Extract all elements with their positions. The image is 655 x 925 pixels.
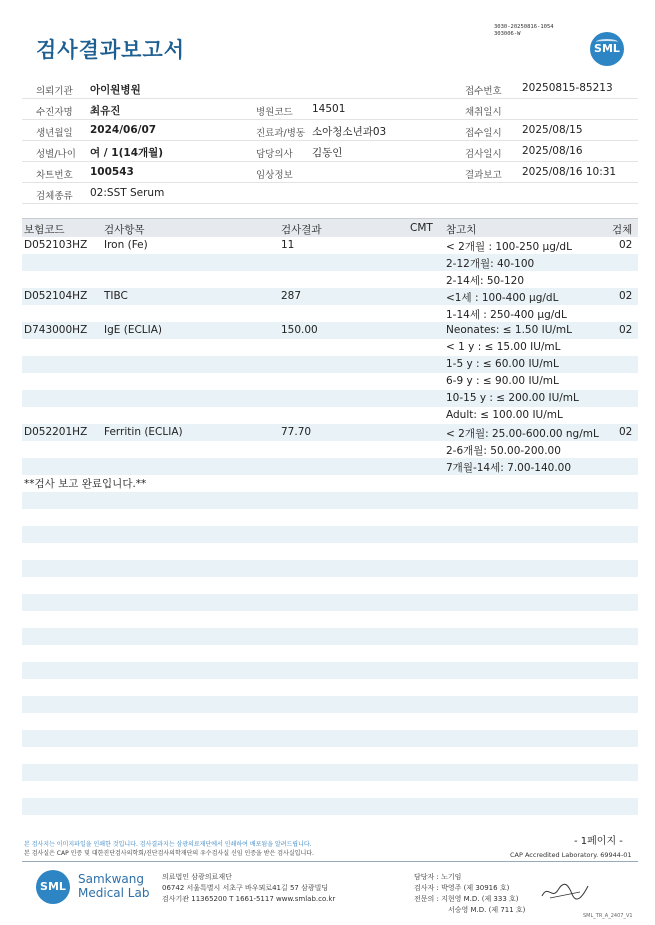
table-row — [22, 424, 638, 441]
report-title: 검사결과보고서 — [36, 38, 186, 62]
sml-logo: SML — [590, 32, 624, 66]
cell-specimen: 02 — [619, 239, 633, 251]
empty-row — [22, 492, 638, 509]
table-row — [22, 254, 638, 271]
empty-row — [22, 730, 638, 747]
empty-row — [22, 815, 638, 832]
specimen-value: 02:SST Serum — [90, 187, 165, 199]
header-result: 검사결과 — [281, 224, 322, 236]
cell-ref: 2-12개월: 40-100 — [446, 258, 535, 270]
empty-row — [22, 781, 638, 798]
signatories: 담당자 : 노기임 검사자 : 박영주 (제 30916 호) 전문의 : 지현영 M.D. (제 333 호) 서승영 M.D. (제 711 호) — [414, 873, 526, 914]
header-specimen: 검체 — [612, 224, 633, 236]
table-row — [22, 237, 638, 254]
chart-no-label: 차트번호 — [36, 170, 73, 181]
empty-row — [22, 611, 638, 628]
birth-label: 생년월일 — [36, 128, 73, 139]
empty-row — [22, 713, 638, 730]
hospital-code-label: 병원코드 — [256, 107, 293, 118]
lab-name: Samkwang Medical Lab — [78, 872, 150, 900]
empty-row — [22, 560, 638, 577]
footer-note-2: 본 검사실은 CAP 인증 및 대한진단검사의학회/진단검사의학재단의 우수검사실 신임 인증을 받은 검사실입니다. — [24, 850, 314, 857]
header-code: 보험코드 — [24, 224, 65, 236]
receipt-date-label: 접수일시 — [465, 128, 502, 139]
cell-ref: 10-15 y : ≤ 200.00 IU/mL — [446, 392, 579, 404]
dept-label: 진료과/병동 — [256, 128, 306, 139]
header-cmt: CMT — [410, 222, 433, 234]
cell-ref: Adult: ≤ 100.00 IU/mL — [446, 409, 563, 421]
name-value: 최유진 — [90, 105, 121, 117]
cell-item: TIBC — [104, 290, 128, 302]
report-complete-note: **검사 보고 완료입니다.** — [24, 478, 147, 490]
empty-row — [22, 543, 638, 560]
cell-item: IgE (ECLIA) — [104, 324, 163, 336]
empty-row — [22, 628, 638, 645]
hospital-value: 아이원병원 — [90, 84, 141, 96]
empty-row — [22, 594, 638, 611]
cell-result: 11 — [281, 239, 295, 251]
cell-result: 287 — [281, 290, 302, 302]
cell-ref: 2-14세: 50-120 — [446, 275, 525, 287]
footer-note-1: 본 검사지는 이미지파일을 인쇄한 것입니다. 검사결과지는 삼광의료재단에서 인쇄하여 배포됨을 알려드립니다. — [24, 841, 312, 848]
header-item: 검사항목 — [104, 224, 145, 236]
table-row — [22, 305, 638, 322]
hospital-label: 의뢰기관 — [36, 86, 73, 97]
table-row — [22, 458, 638, 475]
table-row — [22, 407, 638, 424]
table-row — [22, 339, 638, 356]
table-row — [22, 288, 638, 305]
footer-notes — [24, 840, 314, 858]
chart-no-value: 100543 — [90, 166, 134, 178]
specimen-label: 검체종류 — [36, 191, 73, 202]
info-row-chart — [22, 162, 638, 183]
document-code: 3030-20250816-1054 303006-W — [494, 24, 554, 37]
empty-row — [22, 509, 638, 526]
page-number: - 1페이지 - — [574, 836, 623, 847]
cell-ref: <1세 : 100-400 μg/dL — [446, 292, 559, 304]
header-ref: 참고치 — [446, 224, 477, 236]
cell-ref: 2-6개월: 50.00-200.00 — [446, 445, 561, 457]
cell-ref: 1-14세 : 250-400 μg/dL — [446, 309, 567, 321]
info-row-name — [22, 99, 638, 120]
cell-specimen: 02 — [619, 290, 633, 302]
dept-value: 소아청소년과03 — [312, 126, 387, 138]
organization-info: 의료법인 삼광의료재단 06742 서울특별시 서초구 바우뫼로41길 57 삼광빌딩 검사기관 11365200 T 1661-5117 www.smlab.co.kr — [162, 873, 336, 903]
receipt-no-value: 20250815-85213 — [522, 82, 613, 94]
cell-ref: < 1 y : ≤ 15.00 IU/mL — [446, 341, 561, 353]
name-label: 수진자명 — [36, 107, 73, 118]
form-code: SML_TR_A_2407_V1 — [583, 913, 633, 919]
cell-ref: 1-5 y : ≤ 60.00 IU/mL — [446, 358, 559, 370]
table-row — [22, 356, 638, 373]
hospital-code-value: 14501 — [312, 103, 346, 115]
clinical-label: 임상정보 — [256, 170, 293, 181]
footer-divider — [22, 861, 638, 862]
doctor-label: 담당의사 — [256, 149, 293, 160]
doctor-value: 김동인 — [312, 147, 343, 159]
table-row — [22, 322, 638, 339]
info-row-birth — [22, 120, 638, 141]
cell-result: 150.00 — [281, 324, 318, 336]
cell-ref: < 2개월 : 100-250 μg/dL — [446, 241, 572, 253]
cell-code: D052201HZ — [24, 426, 88, 438]
table-row — [22, 271, 638, 288]
cell-item: Iron (Fe) — [104, 239, 148, 251]
cell-result: 77.70 — [281, 426, 312, 438]
report-date-label: 결과보고 — [465, 170, 502, 181]
cell-ref: 6-9 y : ≤ 90.00 IU/mL — [446, 375, 559, 387]
table-row — [22, 441, 638, 458]
collect-date-label: 채취일시 — [465, 107, 502, 118]
info-row-hospital — [22, 78, 638, 99]
test-date-label: 검사일시 — [465, 149, 502, 160]
table-row — [22, 373, 638, 390]
birth-value: 2024/06/07 — [90, 124, 157, 136]
cell-specimen: 02 — [619, 324, 633, 336]
sml-logo-footer: SML — [36, 870, 70, 904]
sex-age-label: 성별/나이 — [36, 149, 76, 160]
empty-row — [22, 747, 638, 764]
receipt-date-value: 2025/08/15 — [522, 124, 583, 136]
cell-code: D052103HZ — [24, 239, 88, 251]
handwritten-signature — [540, 880, 590, 902]
empty-row — [22, 577, 638, 594]
cell-ref: Neonates: ≤ 1.50 IU/mL — [446, 324, 572, 336]
cell-specimen: 02 — [619, 426, 633, 438]
empty-row — [22, 662, 638, 679]
test-date-value: 2025/08/16 — [522, 145, 583, 157]
receipt-no-label: 접수번호 — [465, 86, 502, 97]
empty-row — [22, 645, 638, 662]
info-row-sex — [22, 141, 638, 162]
cell-code: D743000HZ — [24, 324, 88, 336]
info-row-specimen — [22, 183, 638, 204]
report-date-value: 2025/08/16 10:31 — [522, 166, 617, 178]
empty-row — [22, 764, 638, 781]
empty-row — [22, 696, 638, 713]
results-table-header — [22, 218, 638, 237]
cell-code: D052104HZ — [24, 290, 88, 302]
cell-ref: 7개월-14세: 7.00-140.00 — [446, 462, 572, 474]
cell-item: Ferritin (ECLIA) — [104, 426, 183, 438]
sex-age-value: 여 / 1(14개월) — [90, 147, 164, 159]
table-row — [22, 390, 638, 407]
empty-row — [22, 679, 638, 696]
cap-accreditation: CAP Accredited Laboratory. 69944-01 — [510, 851, 632, 859]
empty-row — [22, 798, 638, 815]
cell-ref: < 2개월: 25.00-600.00 ng/mL — [446, 428, 599, 440]
empty-row — [22, 526, 638, 543]
